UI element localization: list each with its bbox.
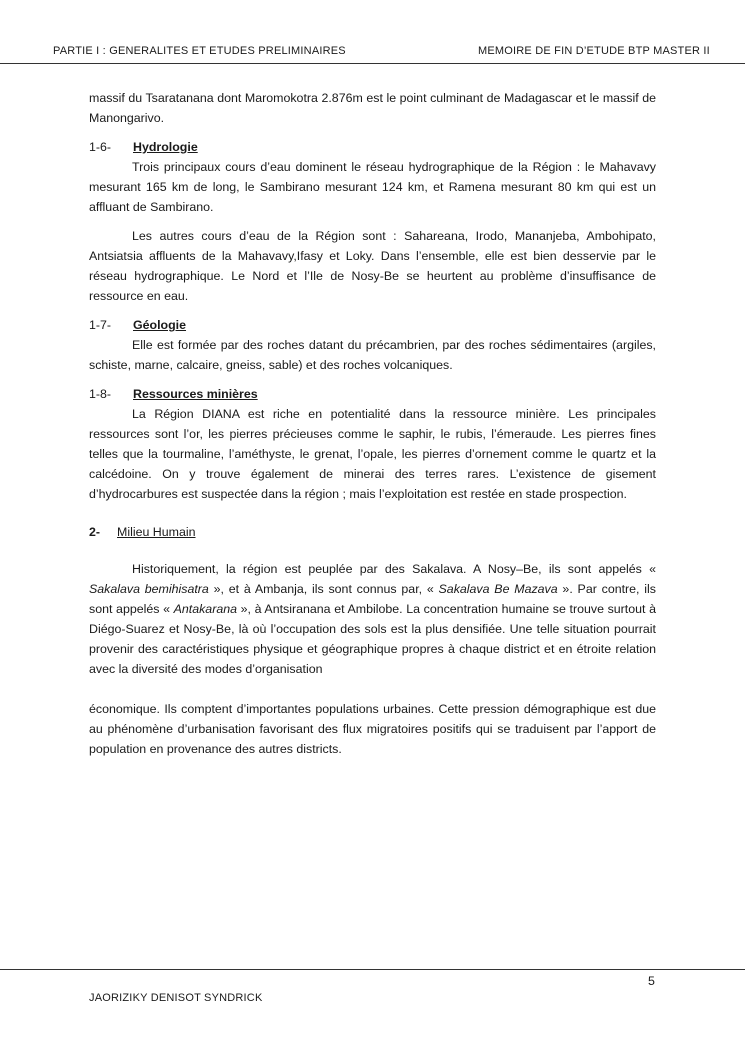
section-title: Ressources minières: [133, 387, 258, 401]
footer-author: JAORIZIKY DENISOT SYNDRICK: [89, 992, 263, 1004]
section-number: 2-: [89, 525, 101, 539]
section-heading-ressources-minieres: [89, 384, 656, 404]
ethnic-group-name: Sakalava bemihisatra: [89, 582, 209, 596]
ethnic-group-name: Antakarana: [173, 602, 237, 616]
geologie-paragraph: Elle est formée par des roches datant du précambrien, par des roches sédimentaires (argiles, schiste, marne, calcaire, gneiss, sable) et des roches volcaniques.: [89, 338, 656, 372]
footer-divider: [0, 969, 745, 970]
hydrologie-paragraph-1: Trois principaux cours d’eau dominent le réseau hydrographique de la Région : le Mahavavy mesurant 165 km de long, le Sambirano mesurant 124 km, et Ramena mesurant 80 km qui est un affluant de Sambirano.: [89, 160, 656, 214]
header-part-title: PARTIE I : GENERALITES ET ETUDES PRELIMINAIRES: [53, 45, 346, 57]
section-number: 1-7-: [89, 318, 112, 332]
page-body: [89, 88, 656, 759]
section-heading-hydrologie: [89, 137, 656, 157]
hydrologie-paragraph-2: Les autres cours d’eau de la Région sont : Sahareana, Irodo, Mananjeba, Ambohipato, Antsiatsia affluents de la Mahavavy,Ifasy et Loky. Dans l’ensemble, elle est bien desservie par le réseau hydrographique. Le Nord et l’Ile de Nosy-Be se heurtent au problème d’insuffisance de ressource en eau.: [89, 229, 656, 303]
section-title: Géologie: [133, 318, 187, 332]
section-title: Milieu Humain: [117, 525, 196, 539]
milieu-humain-paragraph-2: économique. Ils comptent d’importantes populations urbaines. Cette pression démographique est due au phénomène d’urbanisation favorisant des flux migratoires positifs qui se traduisent par l’apport de population en provenance des autres districts.: [89, 702, 656, 756]
section-number: 1-6-: [89, 140, 112, 154]
section-heading-geologie: [89, 315, 656, 335]
section-heading-milieu-humain: [89, 522, 656, 542]
milieu-humain-paragraph-1: Historiquement, la région est peuplée par des Sakalava. A Nosy–Be, ils sont appelés « Sakalava bemihisatra », et à Ambanja, ils sont connus par, « Sakalava Be Mazava ». Par contre, ils sont appelés « Antakarana », à Antsiranana et Ambilobe. La concentration humaine se trouve surtout à Diégo-Suarez et Nosy-Be, là où l’occupation des sols est la plus densifiée. Une telle situation pourrait provenir des caractéristiques physique et géographique propres à chaque district et en étroite relation avec la diversité des modes d’organisation: [89, 562, 656, 676]
intro-paragraph: massif du Tsaratanana dont Maromokotra 2.876m est le point culminant de Madagascar et le massif de Manongarivo.: [89, 91, 656, 125]
header-document-title: MEMOIRE DE FIN D’ETUDE BTP MASTER II: [478, 45, 710, 57]
ethnic-group-name: Sakalava Be Mazava: [438, 582, 558, 596]
page-number: 5: [648, 974, 655, 988]
section-number: 1-8-: [89, 387, 112, 401]
page-header: [0, 43, 745, 64]
ressources-paragraph: La Région DIANA est riche en potentialité dans la ressource minière. Les principales ressources sont l’or, les pierres précieuses comme le saphir, le rubis, l’émeraude. Les pierres fines telles que la tourmaline, l’améthyste, le grenat, l’opale, les pierres d’ornement comme le quartz et la calcédoine. On y trouve également de minerai des terres rares. L’existence de gisement d’hydrocarbures est suspectée dans la région ; mais l’exploitation est restée en stade prospection.: [89, 407, 656, 501]
section-title: Hydrologie: [133, 140, 198, 154]
